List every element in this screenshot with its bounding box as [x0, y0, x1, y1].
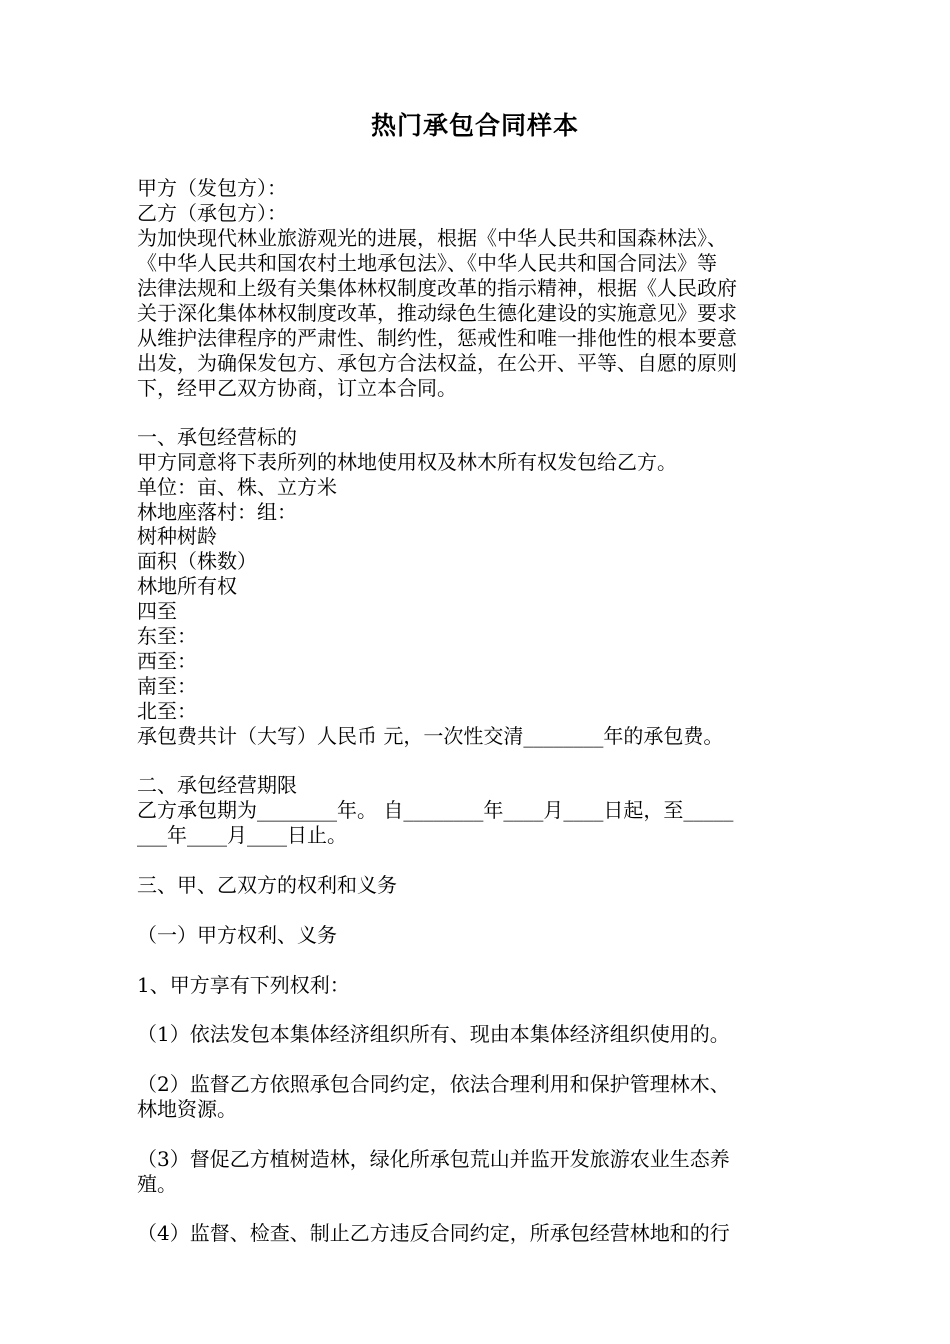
- boundary-north: 北至：: [137, 699, 197, 723]
- subsection-heading: （一）甲方权利、义务: [137, 923, 337, 947]
- preamble-line-5: 从维护法律程序的严肃性、制约性，惩戒性和唯一排他性的根本要意: [137, 326, 737, 350]
- boundary-south: 南至：: [137, 674, 197, 698]
- item-4-line-1: （4）监督、检查、制止乙方违反合同约定，所承包经营林地和的行: [137, 1221, 730, 1245]
- section-1-line-1: 甲方同意将下表所列的林地使用权及林木所有权发包给乙方。: [137, 450, 677, 474]
- preamble-line-7: 下，经甲乙双方协商，订立本合同。: [137, 376, 457, 400]
- preamble-line-1: 为加快现代林业旅游观光的进展，根据《中华人民共和国森林法》、: [137, 226, 727, 250]
- section-1-line-3: 林地座落村：组：: [137, 500, 297, 524]
- contract-fee-line: 承包费共计（大写）人民币 元，一次性交清________年的承包费。: [137, 724, 724, 748]
- preamble-line-4: 关于深化集体林权制度改革，推动绿色生德化建设的实施意见》要求: [137, 301, 737, 325]
- section-1-line-5: 面积（株数）: [137, 549, 257, 573]
- party-a-line: 甲方（发包方）：: [137, 176, 287, 200]
- item-2-line-2: 林地资源。: [137, 1097, 237, 1121]
- boundary-west: 西至：: [137, 649, 197, 673]
- preamble-line-6: 出发，为确保发包方、承包方合法权益，在公开、平等、自愿的原则: [137, 351, 737, 375]
- section-1-heading: 一、承包经营标的: [137, 425, 297, 449]
- section-2-heading: 二、承包经营期限: [137, 773, 297, 797]
- document-title: 热门承包合同样本: [370, 111, 579, 140]
- boundary-east: 东至：: [137, 624, 197, 648]
- section-1-line-2: 单位：亩、株、立方米: [137, 475, 337, 499]
- section-2-line-1: 乙方承包期为________年。 自________年____月____日起，至_____: [137, 798, 734, 822]
- party-b-line: 乙方（承包方）：: [137, 201, 287, 225]
- section-1-line-6: 林地所有权: [137, 574, 237, 598]
- section-3-heading: 三、甲、乙双方的权利和义务: [137, 873, 397, 897]
- item-2-line-1: （2）监督乙方依照承包合同约定，依法合理利用和保护管理林木、: [137, 1072, 730, 1096]
- preamble-line-2: 《中华人民共和国农村土地承包法》、《中华人民共和国合同法》等: [137, 251, 717, 275]
- item-3-line-2: 殖。: [137, 1172, 177, 1196]
- item-3-line-1: （3）督促乙方植树造林，绿化所承包荒山并监开发旅游农业生态养: [137, 1147, 730, 1171]
- item-1: （1）依法发包本集体经济组织所有、现由本集体经济组织使用的。: [137, 1022, 730, 1046]
- preamble-line-3: 法律法规和上级有关集体林权制度改革的指示精神，根据《人民政府: [137, 276, 737, 300]
- section-1-line-4: 树种树龄: [137, 524, 217, 548]
- clause-1-heading: 1、甲方享有下列权利：: [137, 973, 350, 997]
- section-2-line-2: ___年____月____日止。: [137, 823, 347, 847]
- section-1-line-7: 四至: [137, 599, 177, 623]
